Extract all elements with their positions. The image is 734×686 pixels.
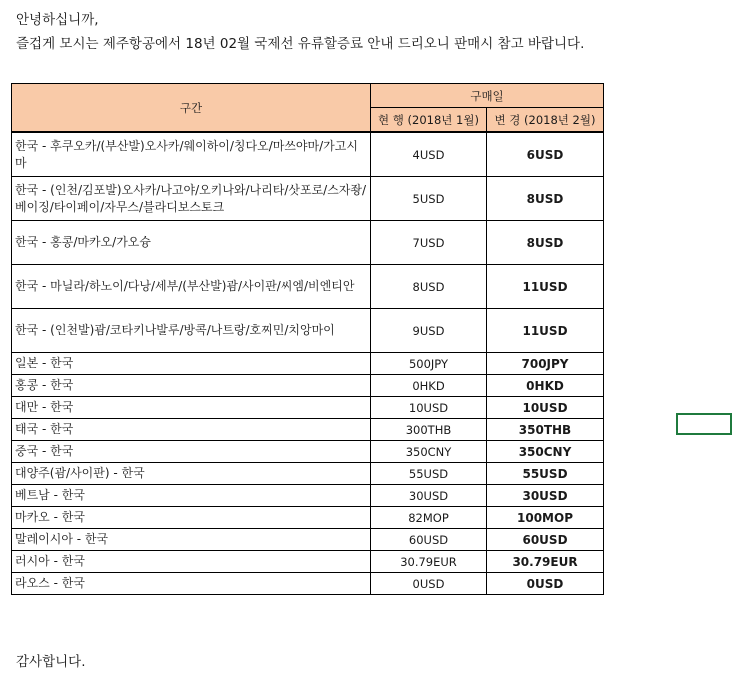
changed-cell: 100MOP — [487, 507, 604, 529]
current-cell: 60USD — [371, 529, 487, 551]
fuel-surcharge-table — [11, 83, 604, 595]
route-cell: 한국 - 홍콩/마카오/가오슝 — [12, 221, 371, 265]
table-row — [12, 397, 604, 419]
changed-cell: 10USD — [487, 397, 604, 419]
route-cell: 한국 - (인천발)괌/코타키나발루/방콕/나트랑/호찌민/치앙마이 — [12, 309, 371, 353]
route-cell: 마카오 - 한국 — [12, 507, 371, 529]
route-cell: 한국 - (인천/김포발)오사카/나고야/오키나와/나리타/삿포로/스자좡/베이징/타이페이/자무스/블라디보스토크 — [12, 177, 371, 221]
header-current: 현 행 (2018년 1월) — [371, 108, 487, 133]
table-row — [12, 353, 604, 375]
route-cell: 태국 - 한국 — [12, 419, 371, 441]
changed-cell: 55USD — [487, 463, 604, 485]
current-cell: 0HKD — [371, 375, 487, 397]
current-cell: 10USD — [371, 397, 487, 419]
current-cell: 8USD — [371, 265, 487, 309]
route-cell: 중국 - 한국 — [12, 441, 371, 463]
greeting-line-2: 즐겁게 모시는 제주항공에서 18년 02월 국제선 유류할증료 안내 드리오니 판매시 참고 바랍니다. — [16, 36, 585, 52]
table-row — [12, 419, 604, 441]
table-row — [12, 463, 604, 485]
route-cell: 대양주(괌/사이판) - 한국 — [12, 463, 371, 485]
changed-cell: 700JPY — [487, 353, 604, 375]
changed-cell: 350CNY — [487, 441, 604, 463]
current-cell: 7USD — [371, 221, 487, 265]
selected-cell-outline[interactable] — [676, 413, 732, 435]
route-cell: 러시아 - 한국 — [12, 551, 371, 573]
route-cell: 홍콩 - 한국 — [12, 375, 371, 397]
changed-cell: 6USD — [487, 132, 604, 177]
table-row — [12, 441, 604, 463]
table-row — [12, 132, 604, 177]
current-cell: 350CNY — [371, 441, 487, 463]
route-cell: 대만 - 한국 — [12, 397, 371, 419]
changed-cell: 30USD — [487, 485, 604, 507]
table-row — [12, 265, 604, 309]
changed-cell: 8USD — [487, 221, 604, 265]
greeting-line-1: 안녕하십니까, — [16, 12, 99, 28]
table-row — [12, 485, 604, 507]
current-cell: 55USD — [371, 463, 487, 485]
changed-cell: 11USD — [487, 309, 604, 353]
route-cell: 일본 - 한국 — [12, 353, 371, 375]
changed-cell: 30.79EUR — [487, 551, 604, 573]
route-cell: 한국 - 마닐라/하노이/다낭/세부/(부산발)괌/사이판/씨엠/비엔티안 — [12, 265, 371, 309]
route-cell: 베트남 - 한국 — [12, 485, 371, 507]
current-cell: 0USD — [371, 573, 487, 595]
table-row — [12, 309, 604, 353]
closing-text: 감사합니다. — [16, 654, 86, 670]
current-cell: 30.79EUR — [371, 551, 487, 573]
route-cell: 라오스 - 한국 — [12, 573, 371, 595]
table-row — [12, 573, 604, 595]
current-cell: 500JPY — [371, 353, 487, 375]
greeting — [16, 8, 584, 56]
changed-cell: 350THB — [487, 419, 604, 441]
table-row — [12, 529, 604, 551]
current-cell: 30USD — [371, 485, 487, 507]
table-row — [12, 375, 604, 397]
changed-cell: 11USD — [487, 265, 604, 309]
header-route: 구간 — [12, 84, 371, 133]
changed-cell: 0USD — [487, 573, 604, 595]
changed-cell: 60USD — [487, 529, 604, 551]
current-cell: 82MOP — [371, 507, 487, 529]
route-cell: 한국 - 후쿠오카/(부산발)오사카/웨이하이/칭다오/마쓰야마/가고시마 — [12, 132, 371, 177]
current-cell: 4USD — [371, 132, 487, 177]
header-purchase-date: 구매일 — [371, 84, 604, 108]
header-changed: 변 경 (2018년 2월) — [487, 108, 604, 133]
changed-cell: 0HKD — [487, 375, 604, 397]
current-cell: 5USD — [371, 177, 487, 221]
table-row — [12, 551, 604, 573]
table-row — [12, 177, 604, 221]
table-row — [12, 507, 604, 529]
changed-cell: 8USD — [487, 177, 604, 221]
current-cell: 300THB — [371, 419, 487, 441]
table-row — [12, 221, 604, 265]
current-cell: 9USD — [371, 309, 487, 353]
route-cell: 말레이시아 - 한국 — [12, 529, 371, 551]
